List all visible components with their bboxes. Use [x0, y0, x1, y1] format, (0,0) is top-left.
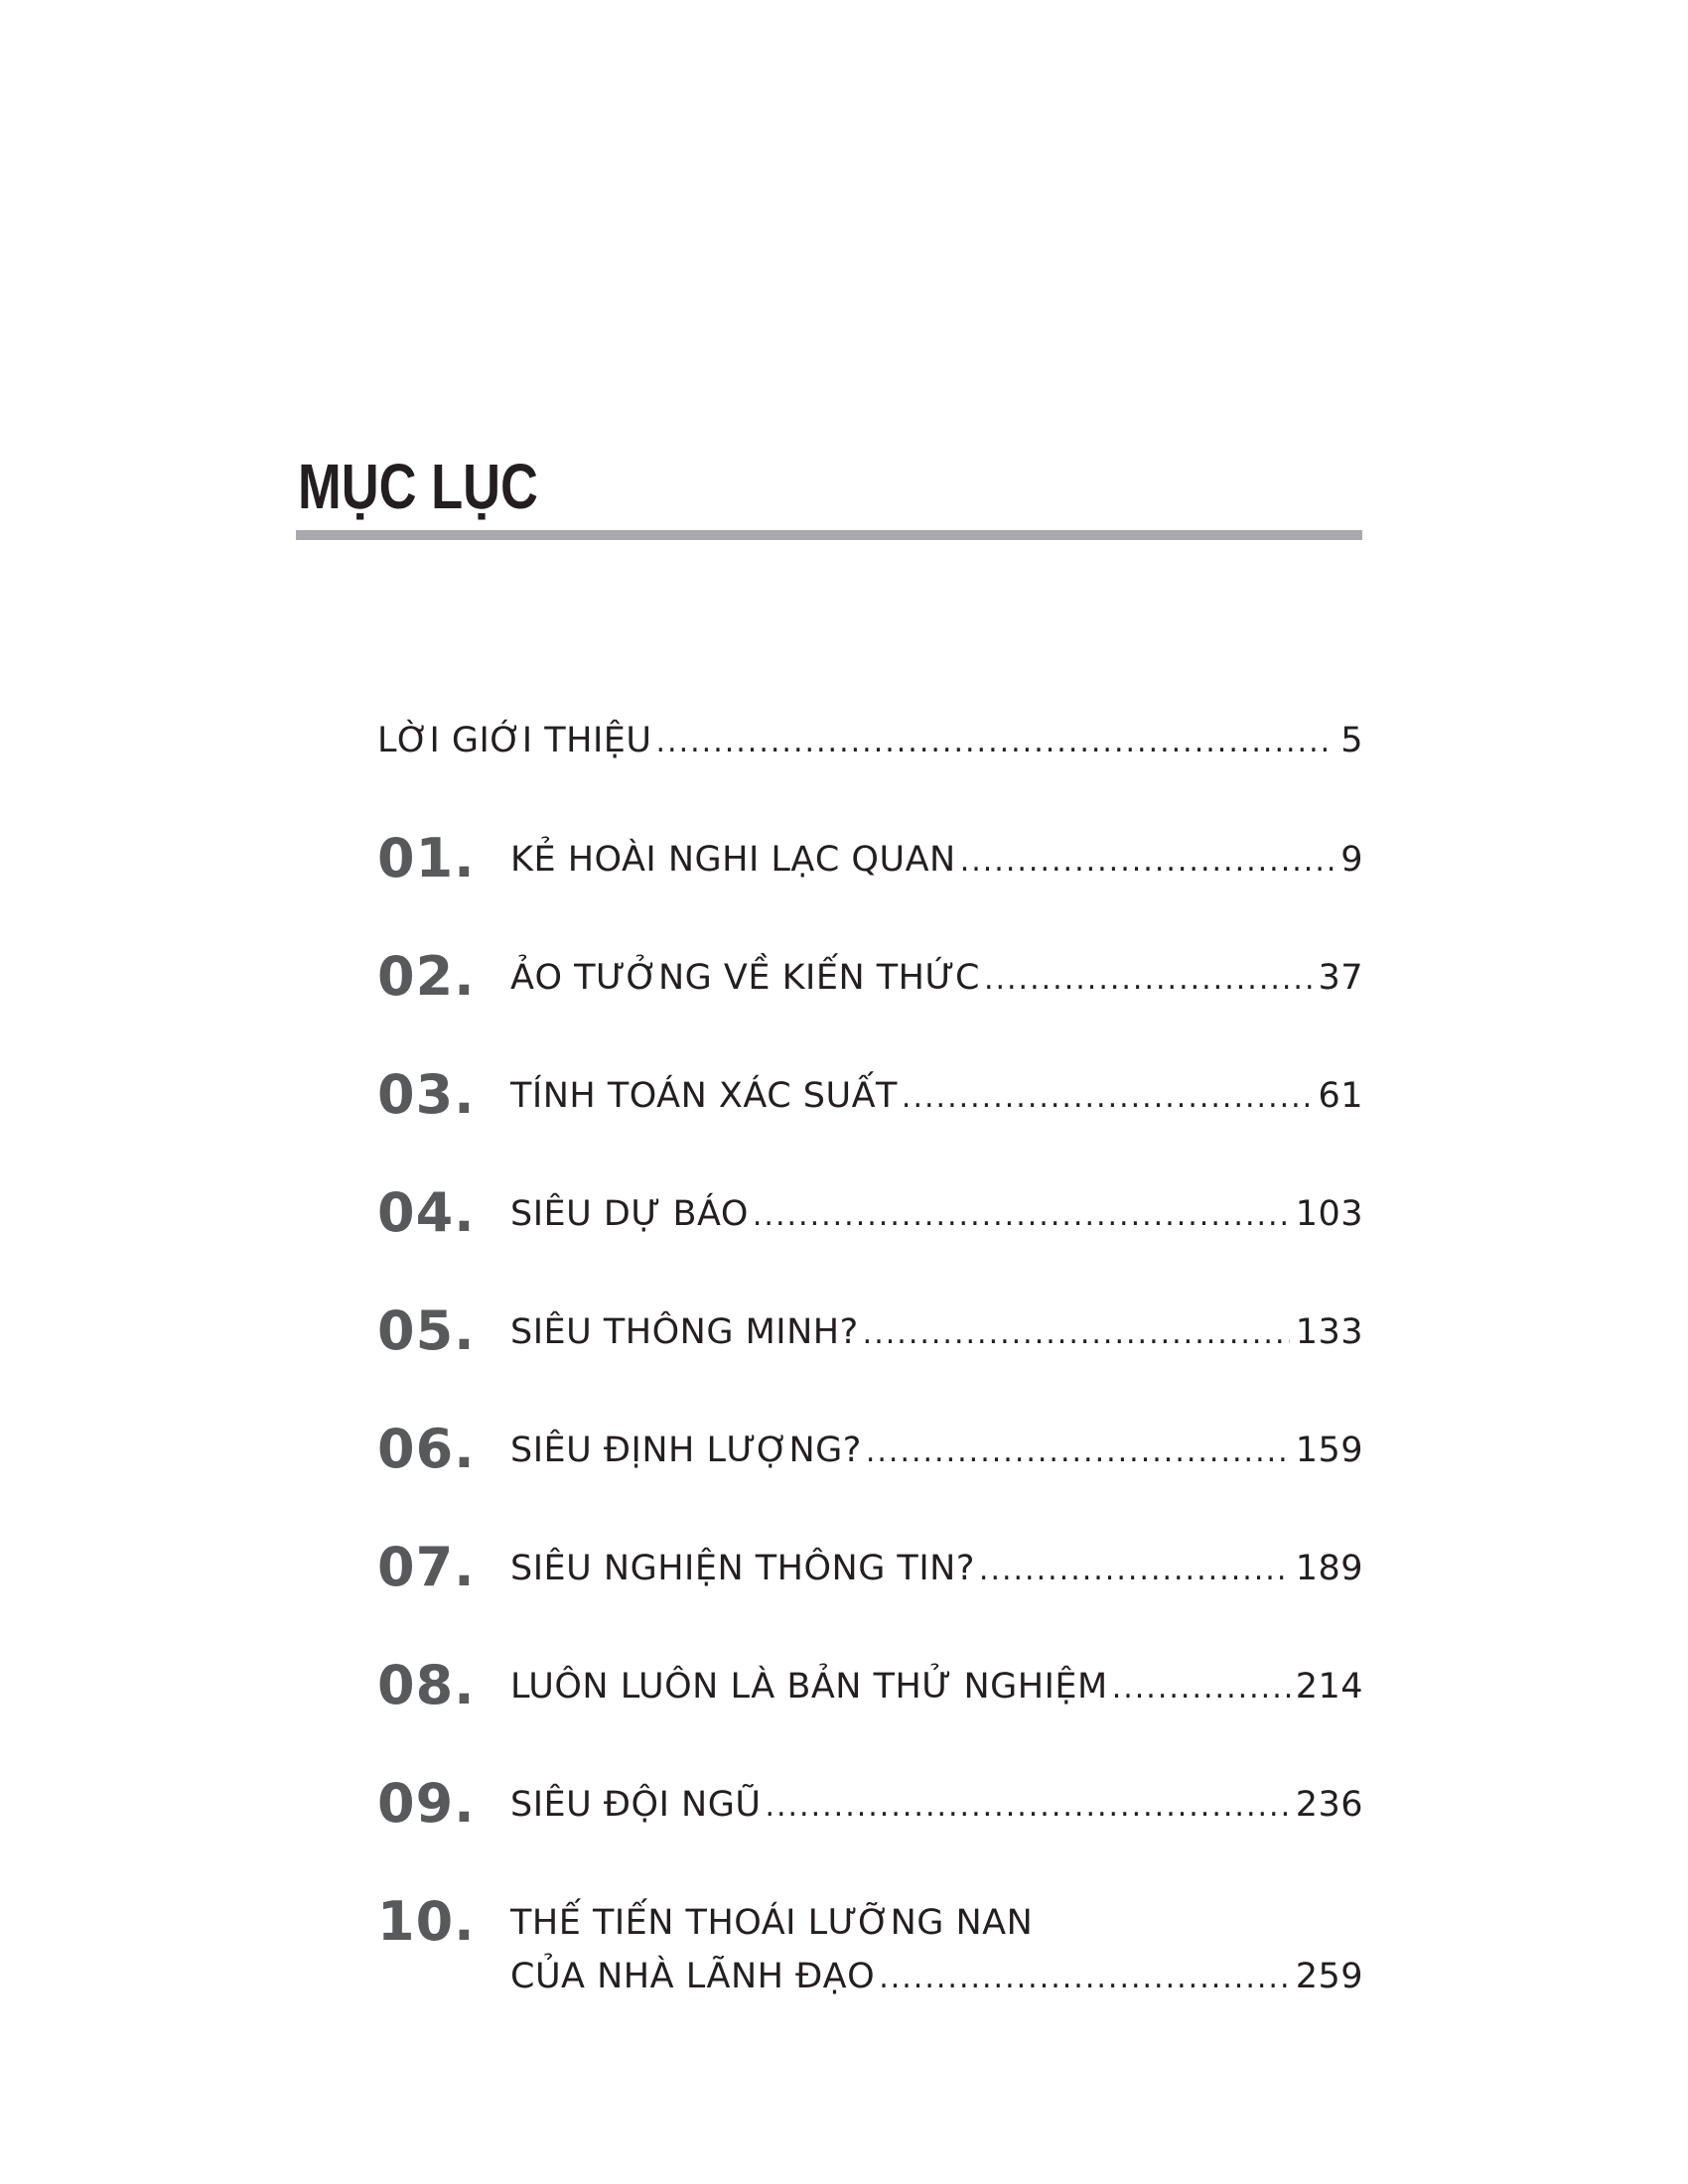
toc-entry-title: TÍNH TOÁN XÁC SUẤT — [510, 1076, 898, 1116]
chapter-number: 03. — [377, 1063, 476, 1126]
dot-leader — [902, 1076, 1313, 1120]
toc-entry-line — [510, 1665, 1363, 1710]
dot-leader — [979, 1549, 1290, 1592]
toc-entry-line — [510, 956, 1363, 1002]
dot-leader — [753, 1194, 1290, 1238]
chapter-number: 10. — [377, 1890, 476, 1953]
chapter-number: 07. — [377, 1536, 476, 1598]
dot-leader — [863, 1312, 1290, 1356]
toc-entry-chapter-06[interactable] — [377, 1418, 1363, 1482]
chapter-number: 09. — [377, 1772, 476, 1835]
toc-entry-line — [510, 1547, 1363, 1592]
toc-entry-title: SIÊU ĐỊNH LƯỢNG? — [510, 1431, 862, 1470]
toc-entry-title-first-line: THẾ TIẾN THOÁI LƯỠNG NAN — [510, 1903, 1034, 1943]
toc-entry-chapter-05[interactable] — [377, 1299, 1363, 1364]
toc-entry-title: SIÊU NGHIỆN THÔNG TIN? — [510, 1549, 975, 1588]
toc-entry-line — [377, 719, 1363, 764]
toc-entry-intro[interactable] — [377, 719, 1363, 768]
dot-leader — [866, 1431, 1290, 1474]
toc-page-number: 214 — [1295, 1667, 1363, 1706]
toc-page-number: 103 — [1295, 1194, 1363, 1234]
toc-entry-line — [510, 1192, 1363, 1238]
toc-entry-line — [510, 1429, 1363, 1474]
toc-page-number: 9 — [1340, 840, 1363, 880]
toc-entry-line — [510, 1310, 1363, 1356]
toc-entry-title: CỦA NHÀ LÃNH ĐẠO — [510, 1957, 876, 1996]
toc-entry-line — [510, 1074, 1363, 1120]
toc-entry-chapter-04[interactable] — [377, 1181, 1363, 1246]
toc-entry-chapter-08[interactable] — [377, 1654, 1363, 1718]
toc-entry-chapter-01[interactable] — [377, 827, 1363, 891]
toc-page-number: 259 — [1295, 1957, 1363, 1996]
toc-page-number: 189 — [1295, 1549, 1363, 1588]
title-underline-rule — [296, 530, 1362, 540]
toc-entry-title: SIÊU DỰ BÁO — [510, 1194, 749, 1234]
dot-leader — [879, 1957, 1290, 2000]
toc-entry-line — [510, 1783, 1363, 1829]
chapter-number: 02. — [377, 945, 476, 1008]
dot-leader — [656, 721, 1336, 764]
toc-entry-title: LUÔN LUÔN LÀ BẢN THỬ NGHIỆM — [510, 1667, 1108, 1706]
chapter-number: 05. — [377, 1299, 476, 1362]
toc-page-number: 133 — [1295, 1312, 1363, 1352]
chapter-number: 06. — [377, 1418, 476, 1480]
toc-entry-title: KẺ HOÀI NGHI LẠC QUAN — [510, 840, 956, 880]
toc-entry-title: ẢO TƯỞNG VỀ KIẾN THỨC — [510, 958, 980, 998]
dot-leader — [1112, 1667, 1290, 1710]
chapter-number: 01. — [377, 827, 476, 889]
toc-entry-chapter-03[interactable] — [377, 1063, 1363, 1128]
toc-entry-chapter-07[interactable] — [377, 1536, 1363, 1600]
toc-entry-title: SIÊU ĐỘI NGŨ — [510, 1785, 762, 1825]
toc-entry-chapter-02[interactable] — [377, 945, 1363, 1010]
toc-page-number: 37 — [1318, 958, 1363, 998]
dot-leader — [960, 840, 1336, 884]
chapter-number: 08. — [377, 1654, 476, 1716]
toc-page-number: 159 — [1295, 1431, 1363, 1470]
toc-entry-title: LỜI GIỚI THIỆU — [377, 721, 652, 760]
toc-page-number: 61 — [1318, 1076, 1363, 1116]
chapter-number: 04. — [377, 1181, 476, 1244]
toc-entry-chapter-09[interactable] — [377, 1772, 1363, 1837]
toc-entry-line — [510, 838, 1363, 884]
toc-page-number: 236 — [1295, 1785, 1363, 1825]
toc-entry-chapter-10[interactable] — [377, 1890, 1363, 2004]
toc-entry-title: SIÊU THÔNG MINH? — [510, 1312, 859, 1352]
dot-leader — [765, 1785, 1289, 1829]
page-title: MỤC LỤC — [298, 451, 538, 522]
toc-entry-line — [510, 1955, 1363, 2000]
dot-leader — [984, 958, 1313, 1002]
toc-page-number: 5 — [1340, 721, 1363, 760]
